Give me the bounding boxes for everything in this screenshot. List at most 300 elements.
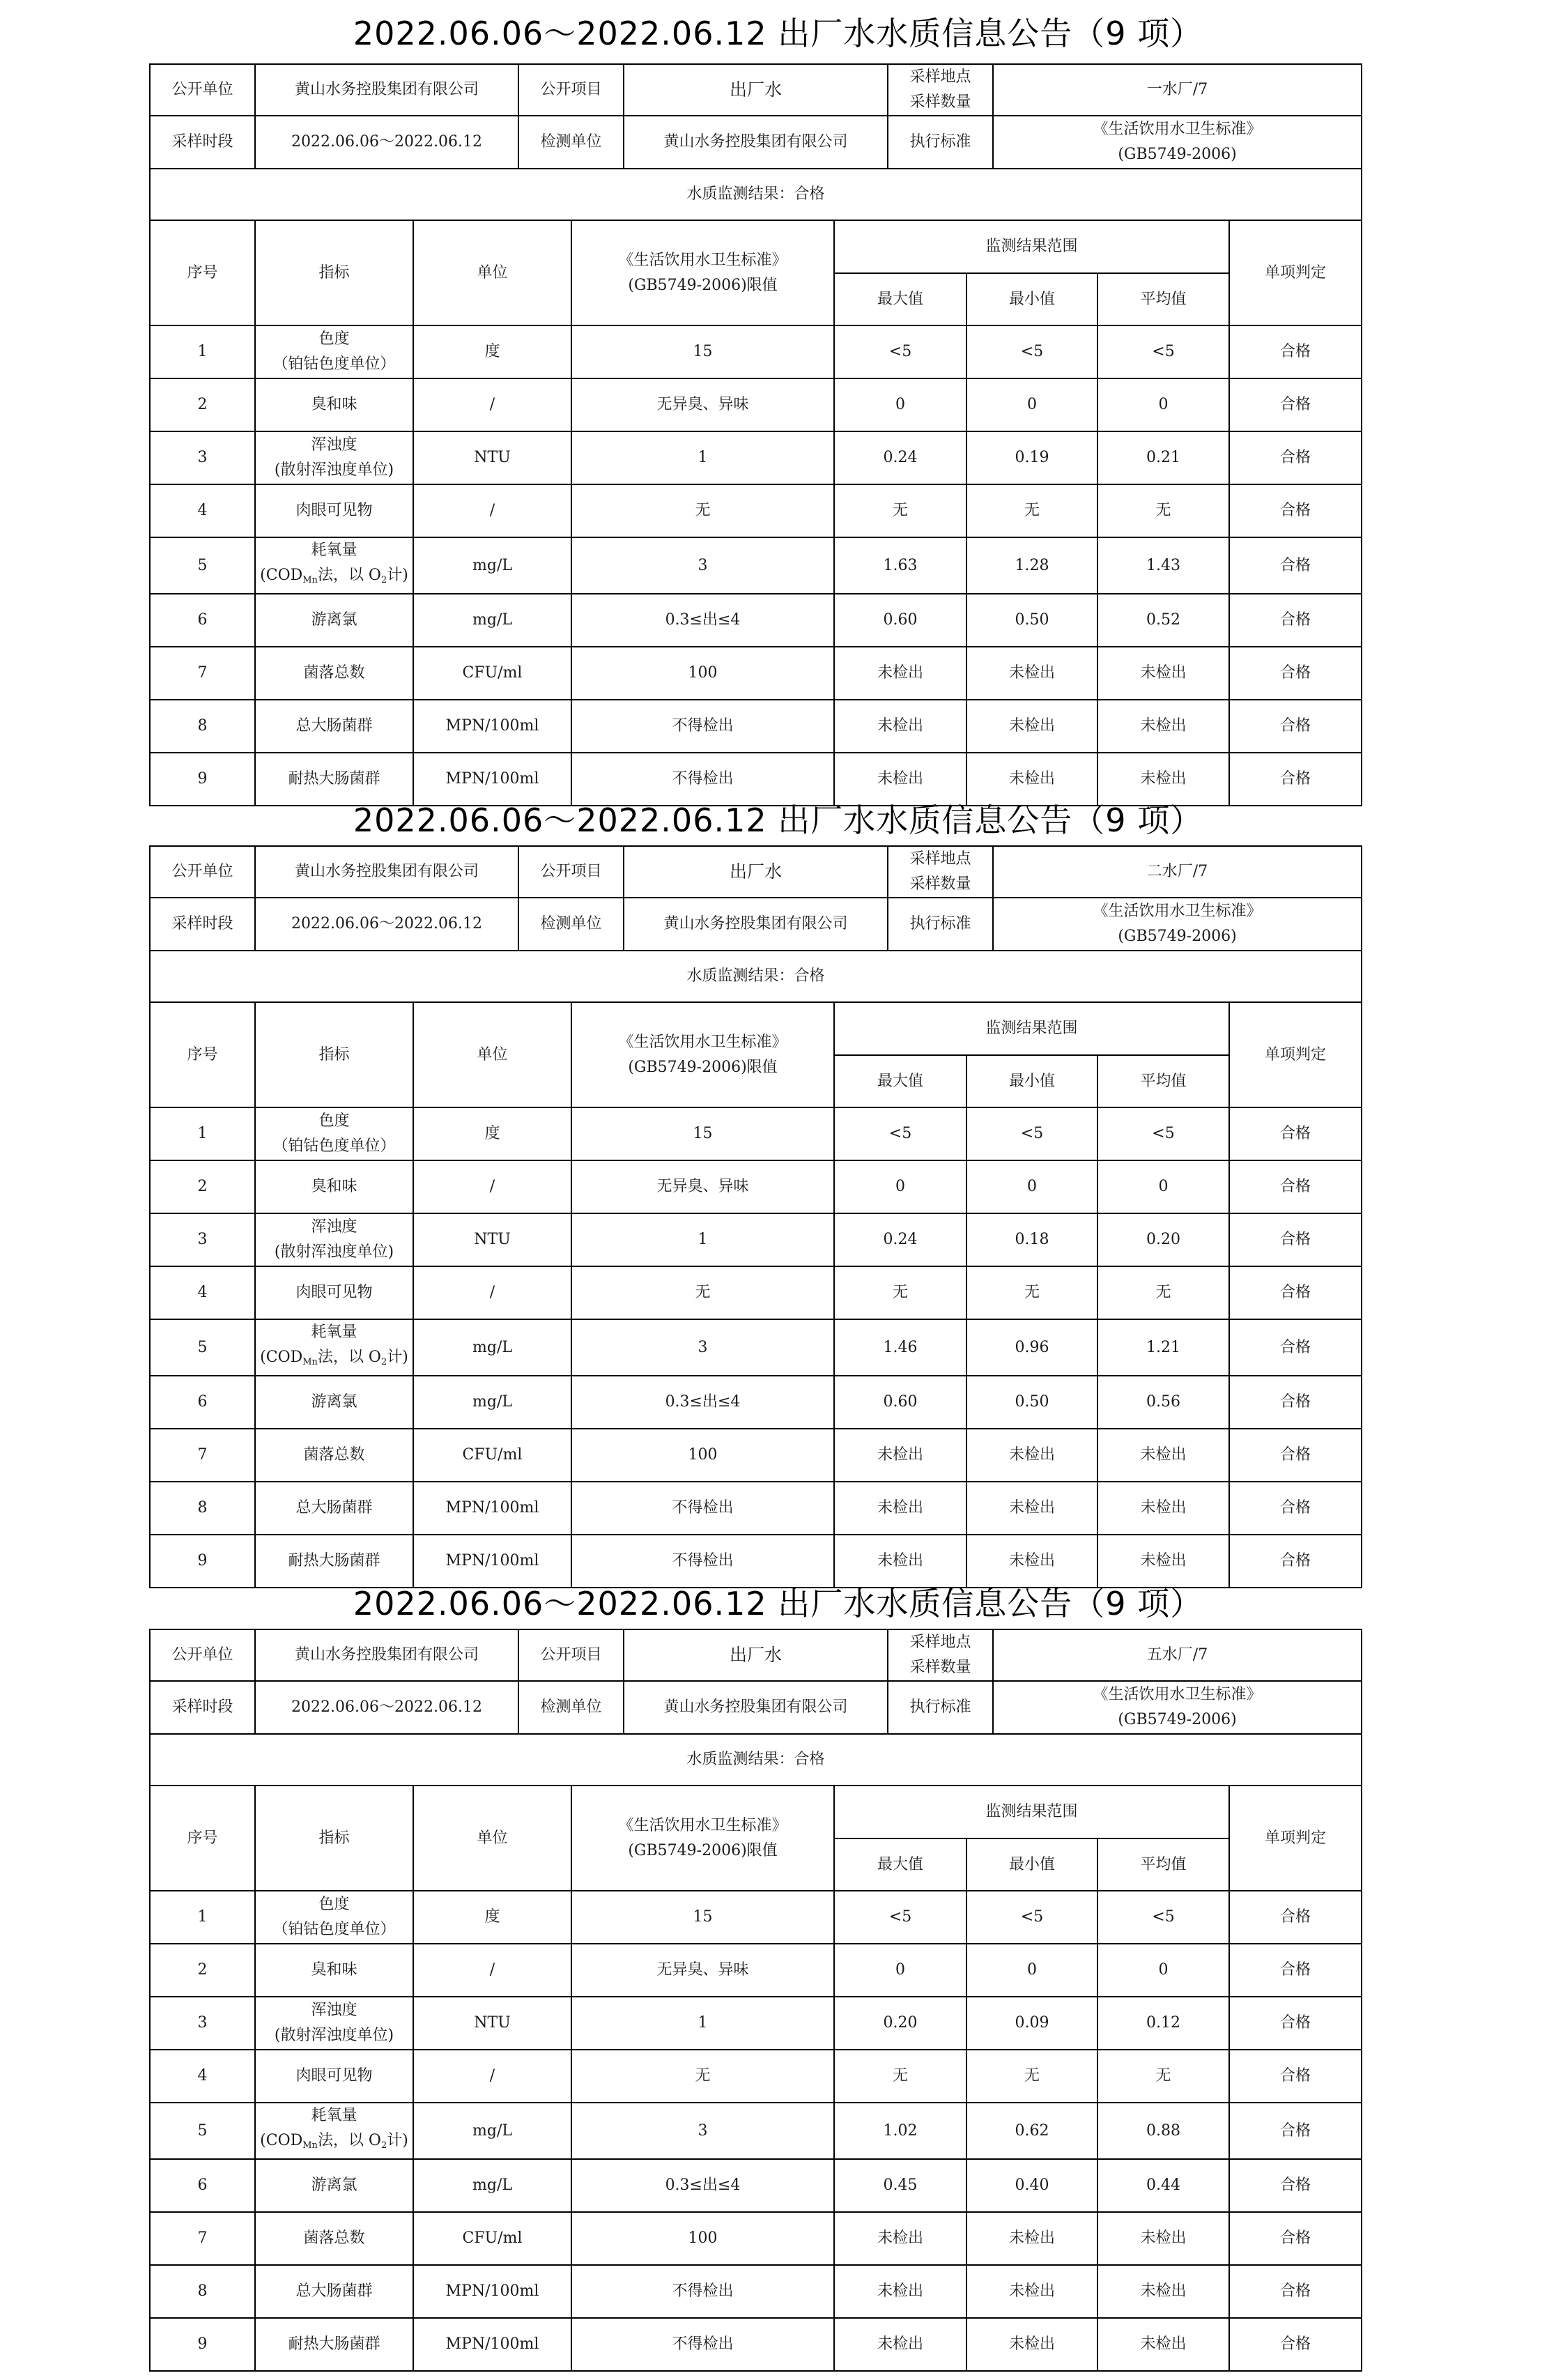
- publish-item-label: 公开项目: [518, 64, 624, 116]
- indicator-name: 肉眼可见物: [295, 1284, 373, 1301]
- row-max: 0.60: [834, 1376, 966, 1429]
- period-label: 采样时段: [150, 116, 255, 169]
- row-limit: 无: [571, 2050, 834, 2103]
- row-max: 未检出: [834, 2212, 966, 2265]
- table-row: [150, 647, 1362, 700]
- row-min: 0.40: [966, 2159, 1097, 2212]
- row-seq: 3: [150, 1997, 255, 2050]
- row-limit: 不得检出: [571, 2265, 834, 2318]
- standard-value: [993, 1681, 1362, 1734]
- indicator-name: 浑浊度: [311, 436, 357, 454]
- row-max: 无: [834, 1266, 966, 1319]
- row-unit: MPN/100ml: [413, 753, 571, 806]
- report-title-2: 2022.06.06～2022.06.12 出厂水水质信息公告（9 项）: [353, 801, 1203, 839]
- row-indicator: [255, 1535, 413, 1588]
- row-indicator: [255, 1319, 413, 1376]
- table-row: [150, 2159, 1362, 2212]
- row-indicator: [255, 431, 413, 484]
- row-avg: 0: [1097, 1160, 1229, 1213]
- row-avg: <5: [1097, 1107, 1229, 1160]
- row-min: 0.50: [966, 594, 1097, 647]
- standard-label: 执行标准: [888, 898, 993, 951]
- row-limit: 无异臭、异味: [571, 1944, 834, 1997]
- row-unit: MPN/100ml: [413, 700, 571, 753]
- row-avg: 0.12: [1097, 1997, 1229, 2050]
- row-unit: mg/L: [413, 537, 571, 594]
- row-verdict: 合格: [1229, 325, 1362, 378]
- row-max: 未检出: [834, 1429, 966, 1482]
- row-limit: 100: [571, 1429, 834, 1482]
- header-limit-standard: 《生活饮用水卫生标准》: [618, 1033, 787, 1051]
- row-limit: 1: [571, 1997, 834, 2050]
- row-indicator: [255, 1376, 413, 1429]
- row-verdict: 合格: [1229, 537, 1362, 594]
- row-verdict: 合格: [1229, 753, 1362, 806]
- site-count-value: 二水厂/7: [993, 846, 1362, 898]
- site-count-value: 一水厂/7: [993, 64, 1362, 116]
- row-seq: 6: [150, 2159, 255, 2212]
- row-limit: 15: [571, 1891, 834, 1944]
- row-seq: 6: [150, 1376, 255, 1429]
- table-row: [150, 325, 1362, 378]
- row-min: 未检出: [966, 753, 1097, 806]
- header-avg: 平均值: [1097, 1055, 1229, 1107]
- header-avg: 平均值: [1097, 273, 1229, 325]
- row-unit: mg/L: [413, 594, 571, 647]
- overall-result: 水质监测结果：合格: [150, 169, 1362, 220]
- lab-value: 黄山水务控股集团有限公司: [624, 898, 888, 951]
- row-limit: 0.3≤出≤4: [571, 594, 834, 647]
- row-limit: 不得检出: [571, 2318, 834, 2371]
- period-value: 2022.06.06～2022.06.12: [255, 898, 518, 951]
- row-limit: 3: [571, 2103, 834, 2159]
- row-limit: 1: [571, 431, 834, 484]
- overall-result: 水质监测结果：合格: [150, 951, 1362, 1002]
- indicator-name: 菌落总数: [303, 1446, 365, 1464]
- row-indicator: [255, 2103, 413, 2159]
- row-verdict: 合格: [1229, 1319, 1362, 1376]
- row-verdict: 合格: [1229, 2265, 1362, 2318]
- row-limit: 15: [571, 1107, 834, 1160]
- row-unit: MPN/100ml: [413, 2318, 571, 2371]
- standard-label: 执行标准: [888, 116, 993, 169]
- row-unit: 度: [413, 325, 571, 378]
- header-indicator: 指标: [255, 1786, 413, 1891]
- row-max: 0: [834, 378, 966, 431]
- overall-result: 水质监测结果：合格: [150, 1734, 1362, 1786]
- row-indicator: [255, 1107, 413, 1160]
- row-verdict: 合格: [1229, 2159, 1362, 2212]
- header-limit: [571, 220, 834, 325]
- header-verdict: 单项判定: [1229, 1002, 1362, 1107]
- row-avg: 0.52: [1097, 594, 1229, 647]
- row-avg: 0.20: [1097, 1213, 1229, 1266]
- row-min: 未检出: [966, 1429, 1097, 1482]
- indicator-name: 臭和味: [311, 1178, 357, 1195]
- row-min: <5: [966, 325, 1097, 378]
- row-avg: 未检出: [1097, 2265, 1229, 2318]
- row-max: 未检出: [834, 2265, 966, 2318]
- row-unit: /: [413, 1160, 571, 1213]
- publisher-value: 黄山水务控股集团有限公司: [255, 1629, 518, 1681]
- row-verdict: 合格: [1229, 1944, 1362, 1997]
- site-label: 采样地点: [909, 850, 971, 868]
- header-seq: 序号: [150, 1786, 255, 1891]
- row-unit: MPN/100ml: [413, 2265, 571, 2318]
- table-row: [150, 1213, 1362, 1266]
- table-row: [150, 2050, 1362, 2103]
- header-range: 监测结果范围: [834, 1002, 1229, 1055]
- header-unit: 单位: [413, 220, 571, 325]
- row-max: 1.02: [834, 2103, 966, 2159]
- table-row: [150, 1266, 1362, 1319]
- standard-code: (GB5749-2006): [1118, 928, 1237, 945]
- row-avg: 无: [1097, 2050, 1229, 2103]
- table-row: [150, 1944, 1362, 1997]
- site-count-label: [888, 846, 993, 898]
- row-avg: 未检出: [1097, 1482, 1229, 1535]
- count-label: 采样数量: [909, 93, 971, 111]
- site-count-value: 五水厂/7: [993, 1629, 1362, 1681]
- row-verdict: 合格: [1229, 1429, 1362, 1482]
- header-min: 最小值: [966, 1055, 1097, 1107]
- indicator-name: 耐热大肠菌群: [288, 1552, 380, 1569]
- row-unit: /: [413, 1944, 571, 1997]
- row-limit: 无: [571, 1266, 834, 1319]
- row-min: 未检出: [966, 2318, 1097, 2371]
- report-title-3: 2022.06.06～2022.06.12 出厂水水质信息公告（9 项）: [353, 1585, 1203, 1622]
- row-verdict: 合格: [1229, 1160, 1362, 1213]
- site-count-label: [888, 1629, 993, 1681]
- row-avg: 未检出: [1097, 2212, 1229, 2265]
- info-table: [149, 845, 1362, 951]
- row-indicator: [255, 325, 413, 378]
- row-max: 未检出: [834, 2318, 966, 2371]
- row-seq: 7: [150, 647, 255, 700]
- lab-value: 黄山水务控股集团有限公司: [624, 116, 888, 169]
- table-row: [150, 2265, 1362, 2318]
- row-seq: 4: [150, 2050, 255, 2103]
- row-indicator: [255, 1997, 413, 2050]
- row-max: 0.20: [834, 1997, 966, 2050]
- table-row: [150, 2318, 1362, 2371]
- header-limit-code: (GB5749-2006)限值: [628, 1058, 778, 1076]
- indicator-note: (散射浑浊度单位): [274, 461, 394, 479]
- lab-value: 黄山水务控股集团有限公司: [624, 1681, 888, 1734]
- row-min: 未检出: [966, 2265, 1097, 2318]
- indicator-note: （铂钴色度单位）: [272, 1137, 396, 1155]
- indicator-name: 菌落总数: [303, 664, 365, 682]
- row-limit: 0.3≤出≤4: [571, 2159, 834, 2212]
- lab-label: 检测单位: [518, 1681, 624, 1734]
- report-title-1: 2022.06.06～2022.06.12 出厂水水质信息公告（9 项）: [353, 15, 1203, 52]
- row-indicator: [255, 2050, 413, 2103]
- row-avg: 1.21: [1097, 1319, 1229, 1376]
- indicator-note: (散射浑浊度单位): [274, 1243, 394, 1261]
- header-min: 最小值: [966, 273, 1097, 325]
- row-min: 未检出: [966, 647, 1097, 700]
- row-min: <5: [966, 1107, 1097, 1160]
- indicator-name: 总大肠菌群: [295, 2282, 373, 2300]
- row-unit: CFU/ml: [413, 647, 571, 700]
- row-seq: 7: [150, 1429, 255, 1482]
- row-indicator: [255, 2159, 413, 2212]
- row-verdict: 合格: [1229, 1266, 1362, 1319]
- table-row: [150, 1107, 1362, 1160]
- row-avg: 1.43: [1097, 537, 1229, 594]
- header-max: 最大值: [834, 1838, 966, 1891]
- row-seq: 7: [150, 2212, 255, 2265]
- indicator-name: 色度: [318, 1112, 350, 1130]
- table-row: [150, 2212, 1362, 2265]
- row-max: 0: [834, 1160, 966, 1213]
- row-seq: 4: [150, 484, 255, 537]
- row-max: 0.60: [834, 594, 966, 647]
- row-limit: 3: [571, 537, 834, 594]
- header-avg: 平均值: [1097, 1838, 1229, 1891]
- row-seq: 1: [150, 1891, 255, 1944]
- row-avg: 未检出: [1097, 647, 1229, 700]
- row-max: <5: [834, 325, 966, 378]
- row-verdict: 合格: [1229, 1891, 1362, 1944]
- row-unit: mg/L: [413, 1376, 571, 1429]
- results-table: [149, 168, 1362, 806]
- row-unit: /: [413, 484, 571, 537]
- indicator-name: 肉眼可见物: [295, 2067, 373, 2085]
- standard-name: 《生活饮用水卫生标准》: [1093, 903, 1262, 920]
- row-verdict: 合格: [1229, 2103, 1362, 2159]
- header-limit-standard: 《生活饮用水卫生标准》: [618, 251, 787, 269]
- standard-value: [993, 116, 1362, 169]
- publisher-label: 公开单位: [150, 1629, 255, 1681]
- row-max: 1.63: [834, 537, 966, 594]
- indicator-name: 色度: [318, 1896, 350, 1913]
- row-verdict: 合格: [1229, 2318, 1362, 2371]
- row-indicator: [255, 1944, 413, 1997]
- indicator-name: 色度: [318, 330, 350, 348]
- indicator-name: 臭和味: [311, 396, 357, 413]
- row-unit: /: [413, 2050, 571, 2103]
- result-rows: [150, 325, 1362, 806]
- row-unit: 度: [413, 1107, 571, 1160]
- table-row: [150, 1376, 1362, 1429]
- indicator-name: 耐热大肠菌群: [288, 2335, 380, 2353]
- row-min: 未检出: [966, 1482, 1097, 1535]
- row-max: 未检出: [834, 1482, 966, 1535]
- table-row: [150, 1891, 1362, 1944]
- row-avg: 0.56: [1097, 1376, 1229, 1429]
- row-avg: 未检出: [1097, 753, 1229, 806]
- period-value: 2022.06.06～2022.06.12: [255, 116, 518, 169]
- row-indicator: [255, 2212, 413, 2265]
- row-min: 0.18: [966, 1213, 1097, 1266]
- indicator-name: 游离氯: [311, 611, 357, 629]
- row-seq: 8: [150, 1482, 255, 1535]
- row-unit: NTU: [413, 1213, 571, 1266]
- header-range: 监测结果范围: [834, 1786, 1229, 1838]
- row-avg: 0.44: [1097, 2159, 1229, 2212]
- row-unit: mg/L: [413, 1319, 571, 1376]
- publish-item-value: 出厂水: [624, 1629, 888, 1681]
- indicator-note-cod: ($COD_{Mn}$法，以 $O_2$计): [260, 567, 408, 585]
- indicator-note: （铂钴色度单位）: [272, 1921, 396, 1938]
- header-limit-code: (GB5749-2006)限值: [628, 1841, 778, 1859]
- row-max: 未检出: [834, 753, 966, 806]
- count-label: 采样数量: [909, 875, 971, 893]
- publisher-value: 黄山水务控股集团有限公司: [255, 64, 518, 116]
- info-table: [149, 1629, 1362, 1735]
- row-limit: 0.3≤出≤4: [571, 1376, 834, 1429]
- indicator-name: 耗氧量: [311, 1323, 357, 1341]
- publisher-label: 公开单位: [150, 846, 255, 898]
- indicator-name: 浑浊度: [311, 2002, 357, 2019]
- row-verdict: 合格: [1229, 431, 1362, 484]
- row-seq: 8: [150, 700, 255, 753]
- row-indicator: [255, 2265, 413, 2318]
- period-label: 采样时段: [150, 898, 255, 951]
- row-verdict: 合格: [1229, 1376, 1362, 1429]
- header-unit: 单位: [413, 1002, 571, 1107]
- publish-item-label: 公开项目: [518, 1629, 624, 1681]
- period-value: 2022.06.06～2022.06.12: [255, 1681, 518, 1734]
- standard-code: (GB5749-2006): [1118, 146, 1237, 163]
- row-limit: 无: [571, 484, 834, 537]
- row-avg: 0.21: [1097, 431, 1229, 484]
- row-min: 0.96: [966, 1319, 1097, 1376]
- row-seq: 2: [150, 1160, 255, 1213]
- standard-code: (GB5749-2006): [1118, 1711, 1237, 1728]
- header-verdict: 单项判定: [1229, 1786, 1362, 1891]
- standard-label: 执行标准: [888, 1681, 993, 1734]
- header-min: 最小值: [966, 1838, 1097, 1891]
- table-row: [150, 431, 1362, 484]
- table-row: [150, 537, 1362, 594]
- row-min: 0: [966, 1944, 1097, 1997]
- row-verdict: 合格: [1229, 647, 1362, 700]
- row-unit: MPN/100ml: [413, 1482, 571, 1535]
- table-row: [150, 484, 1362, 537]
- row-min: 0.19: [966, 431, 1097, 484]
- indicator-note: （铂钴色度单位）: [272, 355, 396, 373]
- table-row: [150, 1482, 1362, 1535]
- table-row: [150, 1997, 1362, 2050]
- header-limit: [571, 1002, 834, 1107]
- row-seq: 5: [150, 537, 255, 594]
- indicator-note-cod: ($COD_{Mn}$法，以 $O_2$计): [260, 1349, 408, 1367]
- table-row: [150, 378, 1362, 431]
- site-label: 采样地点: [909, 1634, 971, 1651]
- row-indicator: [255, 484, 413, 537]
- row-unit: mg/L: [413, 2159, 571, 2212]
- row-min: 0: [966, 1160, 1097, 1213]
- header-limit: [571, 1786, 834, 1891]
- row-min: 无: [966, 484, 1097, 537]
- header-seq: 序号: [150, 1002, 255, 1107]
- indicator-name: 耐热大肠菌群: [288, 770, 380, 788]
- row-min: 1.28: [966, 537, 1097, 594]
- table-row: [150, 753, 1362, 806]
- row-avg: 未检出: [1097, 1535, 1229, 1588]
- header-max: 最大值: [834, 273, 966, 325]
- row-avg: 0: [1097, 1944, 1229, 1997]
- row-max: 无: [834, 484, 966, 537]
- site-label: 采样地点: [909, 68, 971, 86]
- row-max: <5: [834, 1891, 966, 1944]
- row-seq: 1: [150, 325, 255, 378]
- row-max: 未检出: [834, 1535, 966, 1588]
- row-verdict: 合格: [1229, 2050, 1362, 2103]
- standard-name: 《生活饮用水卫生标准》: [1093, 121, 1262, 138]
- row-unit: CFU/ml: [413, 2212, 571, 2265]
- row-verdict: 合格: [1229, 1213, 1362, 1266]
- row-verdict: 合格: [1229, 1535, 1362, 1588]
- indicator-name: 总大肠菌群: [295, 1499, 373, 1517]
- row-seq: 9: [150, 753, 255, 806]
- row-unit: /: [413, 1266, 571, 1319]
- table-row: [150, 1319, 1362, 1376]
- row-indicator: [255, 537, 413, 594]
- row-limit: 不得检出: [571, 1482, 834, 1535]
- row-seq: 9: [150, 2318, 255, 2371]
- row-seq: 2: [150, 1944, 255, 1997]
- row-min: <5: [966, 1891, 1097, 1944]
- row-unit: 度: [413, 1891, 571, 1944]
- header-verdict: 单项判定: [1229, 220, 1362, 325]
- row-unit: mg/L: [413, 2103, 571, 2159]
- header-indicator: 指标: [255, 220, 413, 325]
- lab-label: 检测单位: [518, 898, 624, 951]
- row-avg: <5: [1097, 1891, 1229, 1944]
- water-quality-table-2: [149, 845, 1361, 1588]
- table-row: [150, 2103, 1362, 2159]
- period-label: 采样时段: [150, 1681, 255, 1734]
- publish-item-value: 出厂水: [624, 846, 888, 898]
- header-range: 监测结果范围: [834, 220, 1229, 273]
- indicator-name: 游离氯: [311, 1393, 357, 1411]
- header-max: 最大值: [834, 1055, 966, 1107]
- row-limit: 15: [571, 325, 834, 378]
- row-indicator: [255, 594, 413, 647]
- row-unit: MPN/100ml: [413, 1535, 571, 1588]
- indicator-note: (散射浑浊度单位): [274, 2027, 394, 2044]
- row-seq: 3: [150, 431, 255, 484]
- indicator-name: 总大肠菌群: [295, 717, 373, 735]
- table-row: [150, 1535, 1362, 1588]
- row-verdict: 合格: [1229, 484, 1362, 537]
- results-table: [149, 950, 1362, 1588]
- table-row: [150, 1429, 1362, 1482]
- row-indicator: [255, 2318, 413, 2371]
- row-verdict: 合格: [1229, 700, 1362, 753]
- lab-label: 检测单位: [518, 116, 624, 169]
- row-limit: 100: [571, 2212, 834, 2265]
- row-max: 无: [834, 2050, 966, 2103]
- row-indicator: [255, 700, 413, 753]
- row-seq: 9: [150, 1535, 255, 1588]
- header-indicator: 指标: [255, 1002, 413, 1107]
- row-avg: 未检出: [1097, 1429, 1229, 1482]
- indicator-name: 臭和味: [311, 1961, 357, 1979]
- row-avg: 未检出: [1097, 700, 1229, 753]
- water-quality-table-1: [149, 63, 1361, 806]
- row-indicator: [255, 378, 413, 431]
- header-limit-code: (GB5749-2006)限值: [628, 276, 778, 294]
- header-seq: 序号: [150, 220, 255, 325]
- result-rows: [150, 1107, 1362, 1588]
- row-avg: 无: [1097, 484, 1229, 537]
- header-limit-standard: 《生活饮用水卫生标准》: [618, 1816, 787, 1834]
- row-unit: NTU: [413, 431, 571, 484]
